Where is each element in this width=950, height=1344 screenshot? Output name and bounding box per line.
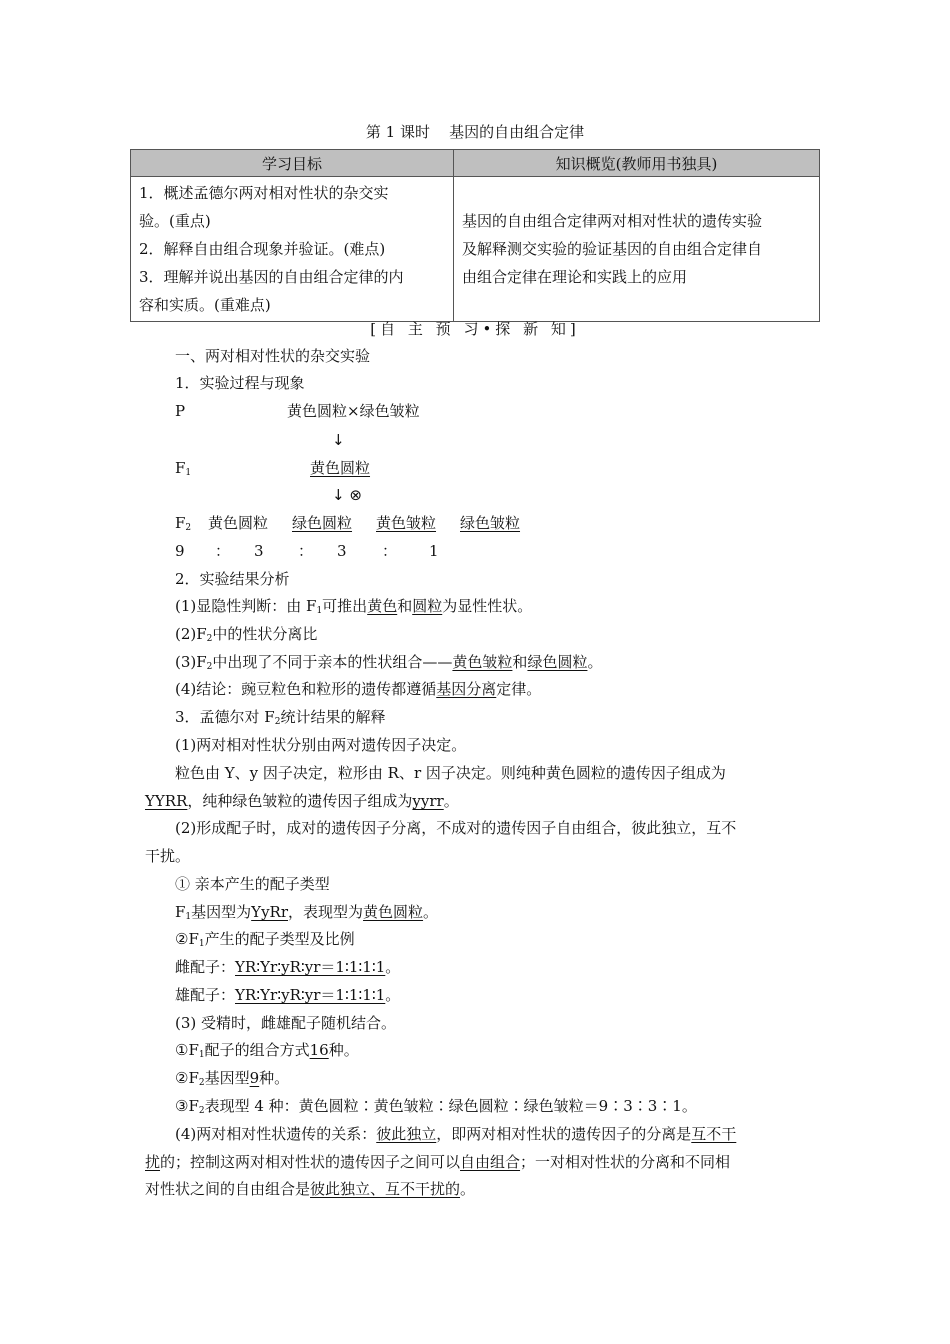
gamete-combinations: $①F_1$配子的组合方式16种。 (175, 1041, 359, 1060)
explanation-4-cont: 扰的；控制这两对相对性状的遗传因子之间可以自由组合；一对相对性状的分离和不同相 (145, 1153, 731, 1171)
down-arrow-icon: ↓ (332, 431, 345, 449)
parent-gametes: ① 亲本产生的配子类型 (175, 875, 330, 893)
f1-phenotype: 黄色圆粒 (310, 459, 371, 477)
f1-label: $F_1$ (175, 459, 192, 478)
male-gametes: 雄配子：YR∶Yr∶yR∶yr＝1∶1∶1∶1。 (175, 986, 401, 1004)
subheading-analysis: 2．实验结果分析 (175, 570, 290, 588)
ratio-value: 9 (175, 542, 185, 560)
overview-line: 及解释测交实验的验证基因的自由组合定律自 (462, 240, 763, 258)
f2-label: $F_2$ (175, 514, 192, 533)
ratio-value: 1 (429, 542, 439, 560)
p-label: P (175, 402, 186, 420)
f2-phenotype: 绿色皱粒 (460, 514, 521, 532)
f1-gametes: $②F_1$产生的配子类型及比例 (175, 930, 355, 949)
ratio-colon: ： (382, 542, 398, 560)
lesson-number: 第 1 课时 (365, 123, 430, 141)
analysis-4: (4)结论：豌豆粒色和粒形的遗传都遵循基因分离定律。 (175, 680, 542, 698)
header-knowledge-overview: 知识概览(教师用书独具) (454, 150, 820, 177)
f2-phenotype: 黄色圆粒 (208, 514, 269, 532)
learning-goals-cell (131, 177, 454, 322)
explanation-4: (4)两对相对性状遗传的关系：彼此独立，即两对相对性状的遗传因子的分离是互不干 (175, 1125, 737, 1143)
ratio-value: 3 (254, 542, 264, 560)
selfing-arrow-icon: ↓ ⊗ (332, 486, 362, 504)
f2-phenotype: 黄色皱粒 (376, 514, 437, 532)
overview-line: 由组合定律在理论和实践上的应用 (462, 268, 688, 286)
female-gametes: 雌配子：YR∶Yr∶yR∶yr＝1∶1∶1∶1。 (175, 958, 401, 976)
header-learning-goals: 学习目标 (131, 150, 454, 177)
overview-line: 基因的自由组合定律两对相对性状的遗传实验 (462, 212, 763, 230)
f2-phenotypes: $③F_2$表现型 4 种：黄色圆粒∶黄色皱粒∶绿色圆粒∶绿色皱粒＝9∶3∶3∶1。 (175, 1097, 697, 1116)
lesson-topic: 基因的自由组合定律 (449, 123, 585, 141)
subheading-process: 1．实验过程与现象 (175, 374, 305, 392)
goal-line: 验。(重点) (139, 212, 211, 230)
analysis-2: $(2)F_2$中的性状分离比 (175, 625, 318, 644)
goal-line: 1．概述孟德尔两对相对性状的杂交实 (139, 184, 389, 202)
explanation-1-detail: 粒色由 Y、y 因子决定，粒形由 R、r 因子决定。则纯种黄色圆粒的遗传因子组成为 (175, 764, 726, 782)
ratio-colon: ： (298, 542, 314, 560)
section-banner: [自 主 预 习•探 新 知] (370, 320, 580, 338)
explanation-3: (3) 受精时，雌雄配子随机结合。 (175, 1014, 397, 1032)
goal-line: 容和实质。(重难点) (139, 296, 271, 314)
explanation-2: (2)形成配子时，成对的遗传因子分离，不成对的遗传因子自由组合，彼此独立，互不 (175, 819, 737, 837)
ratio-value: 3 (337, 542, 347, 560)
p-cross: 黄色圆粒×绿色皱粒 (287, 402, 420, 420)
objectives-table (130, 149, 820, 322)
subheading-explanation: 3．孟德尔对 $F_2$统计结果的解释 (175, 708, 386, 727)
f2-genotypes: $②F_2$基因型9种。 (175, 1069, 290, 1088)
page-title (0, 121, 950, 142)
analysis-3: $(3)F_2$中出现了不同于亲本的性状组合——黄色皱粒和绿色圆粒。 (175, 653, 603, 672)
explanation-4-end: 对性状之间的自由组合是彼此独立、互不干扰的。 (145, 1180, 476, 1198)
explanation-2-cont: 干扰。 (145, 847, 191, 865)
knowledge-overview-cell (454, 177, 820, 322)
goal-line: 2．解释自由组合现象并验证。(难点) (139, 240, 386, 258)
section-heading: 一、两对相对性状的杂交实验 (175, 347, 371, 365)
goal-line: 3．理解并说出基因的自由组合定律的内 (139, 268, 404, 286)
f2-phenotype: 绿色圆粒 (292, 514, 353, 532)
f1-genotype: $F_1$基因型为YyRr，表现型为黄色圆粒。 (175, 903, 439, 922)
ratio-colon: ： (215, 542, 231, 560)
explanation-1: (1)两对相对性状分别由两对遗传因子决定。 (175, 736, 467, 754)
explanation-1-detail-cont: YYRR，纯种绿色皱粒的遗传因子组成为yyrr。 (145, 792, 459, 810)
analysis-1: (1)显隐性判断：由 $F_1$可推出黄色和圆粒为显性性状。 (175, 597, 533, 616)
